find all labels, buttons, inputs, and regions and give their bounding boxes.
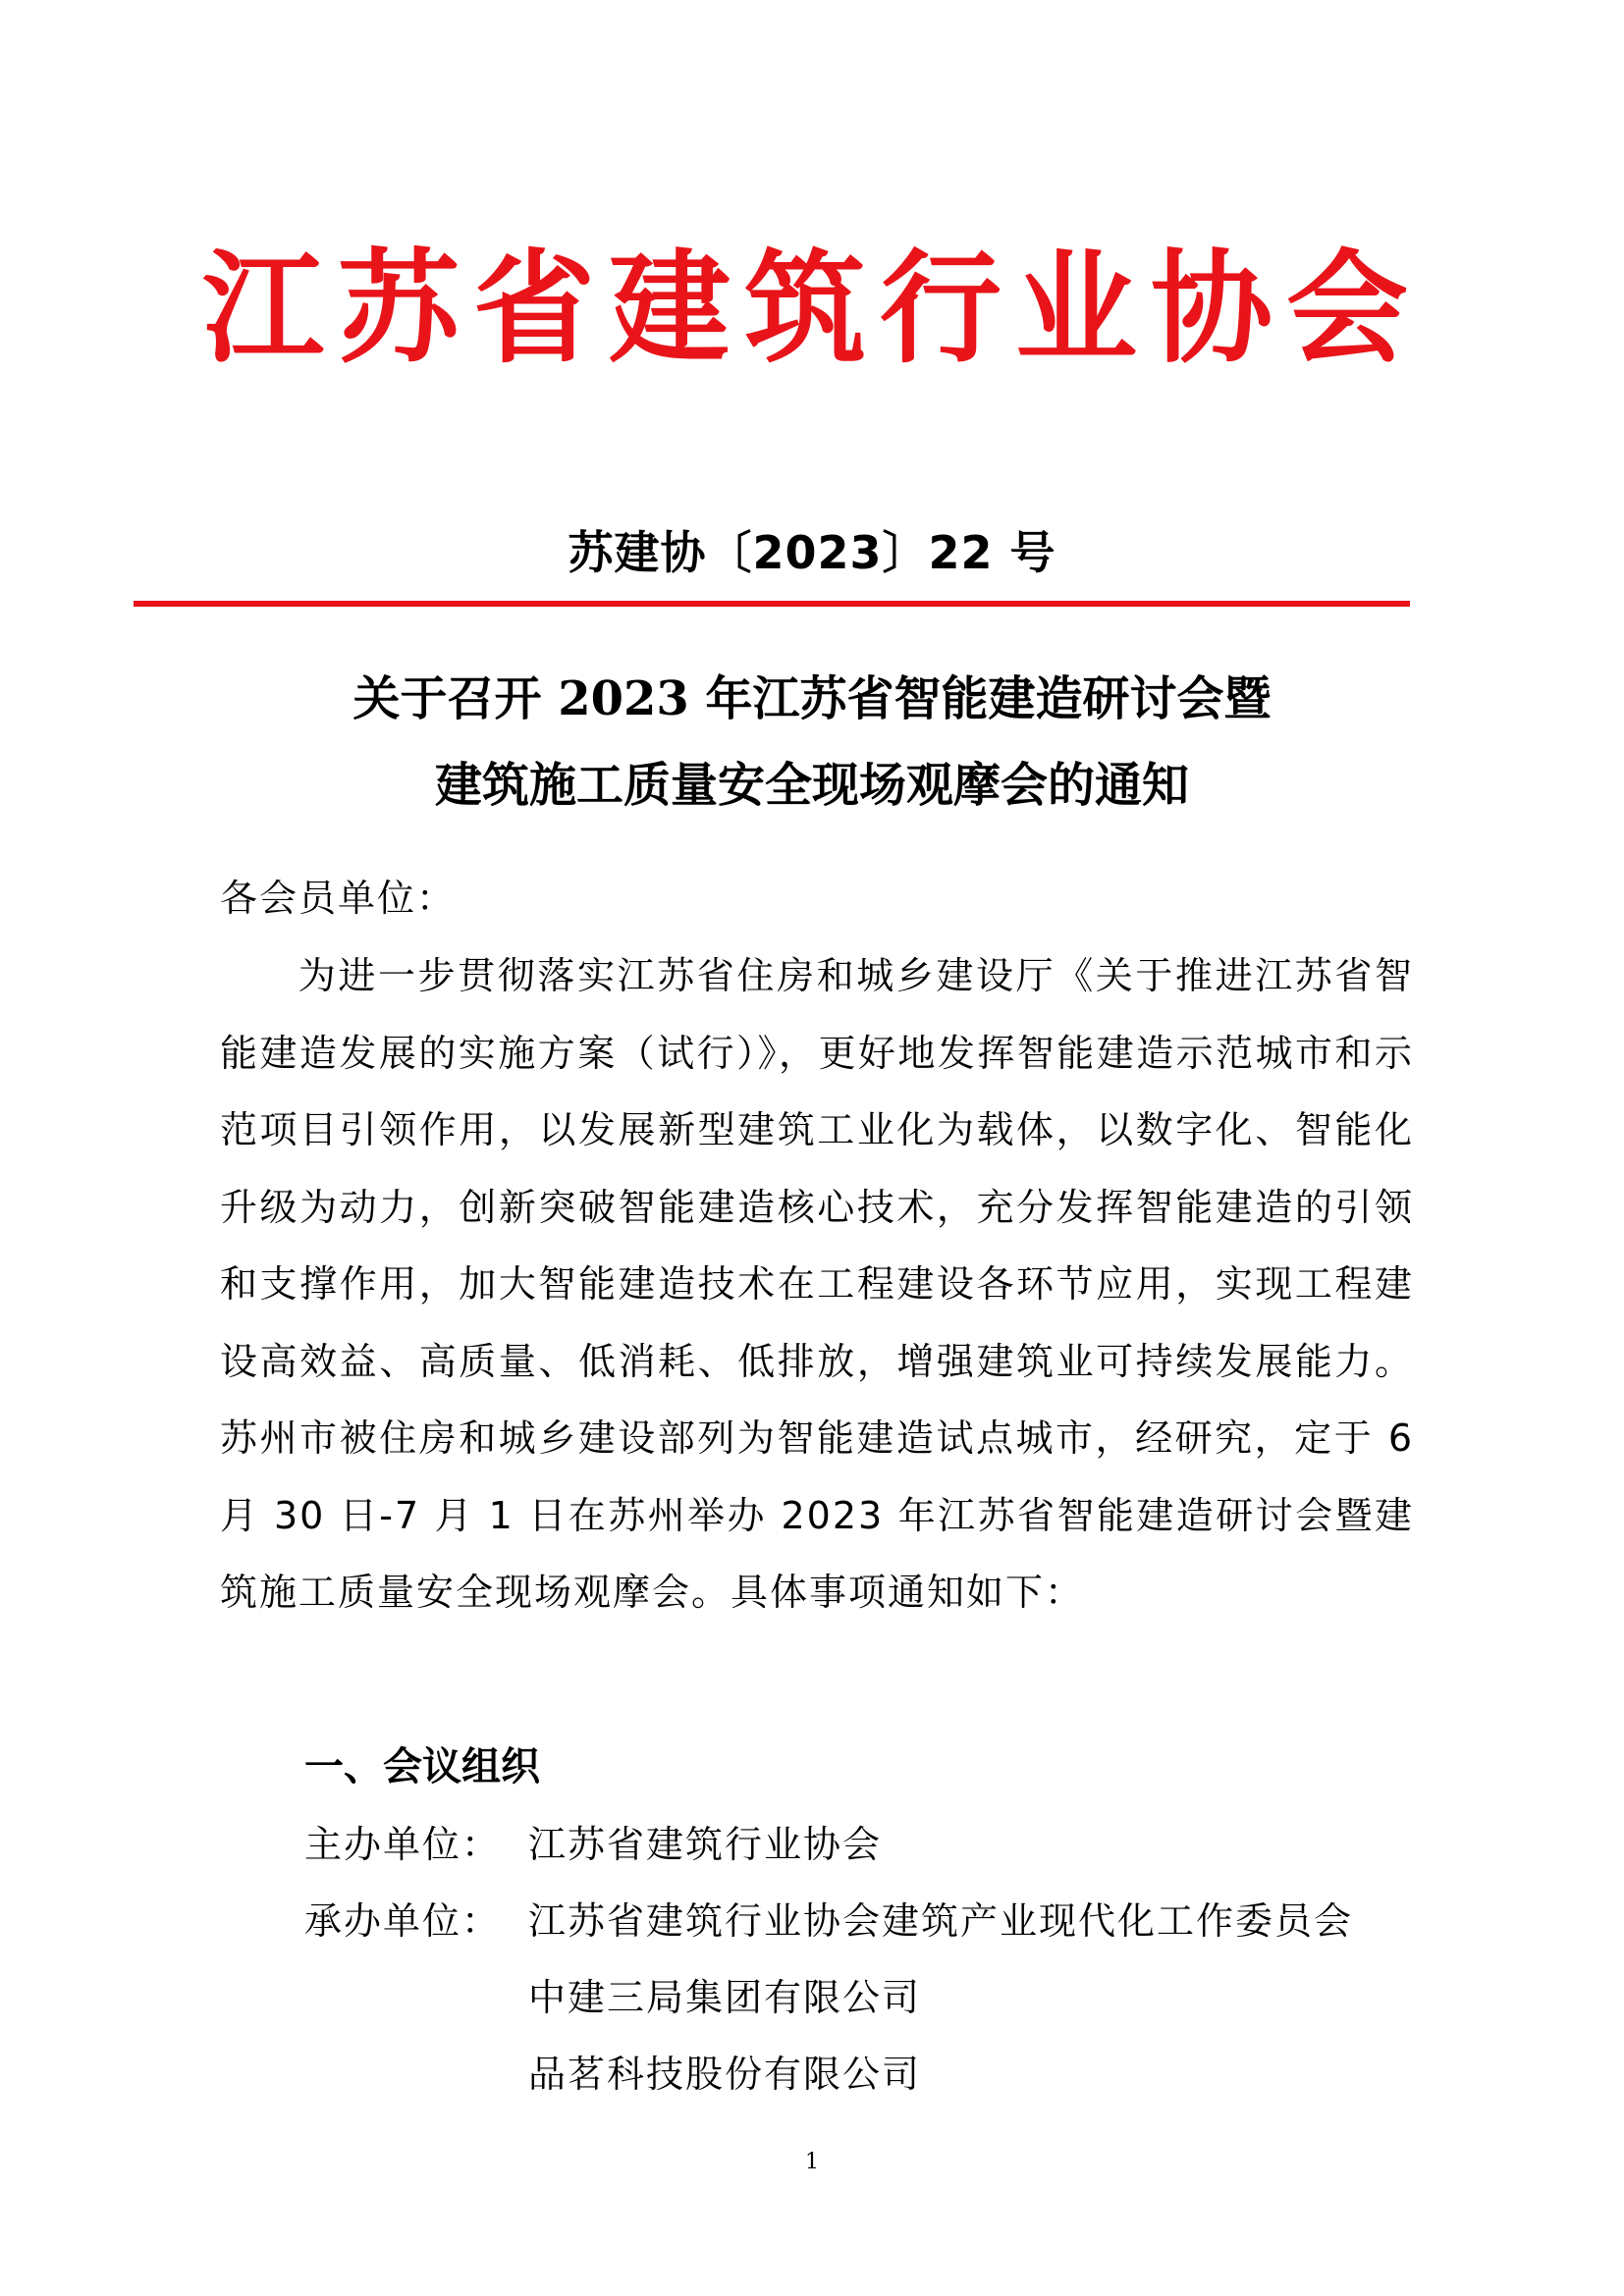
red-divider-line [134,601,1410,607]
organization-header: 江苏省建筑行业协会 [201,238,1422,380]
document-number: 苏建协〔2023〕22 号 [568,526,1056,579]
host-label: 主办单位： [304,1823,502,1866]
notice-title-line-2: 建筑施工质量安全现场观摩会的通知 [434,758,1189,813]
body-paragraph: 为进一步贯彻落实江苏省住房和城乡建设厅《关于推进江苏省智能建造发展的实施方案（试行）》，更好地发挥智能建造示范城市和示范项目引领作用，以发展新型建筑工业化为载体，以数字化、智能化升级为动力，创新突破智能建造核心技术，充分发挥智能建造的引领和支撑作用，加大智能建造技术在工程建设各环节应用，实现工程建设高效益、高质量、低消耗、低排放，增强建筑业可持续发展能力。苏州市被住房和城乡建设部列为智能建造试点城市，经研究，定于 6 月 30 日-7 月 1 日在苏州举办 2023 年江苏省智能建造研讨会暨建筑施工质量安全现场观摩会。具体事项通知如下： [220,954,1414,1614]
section-heading-meeting-organization: 一、会议组织 [304,1744,540,1789]
salutation: 各会员单位： [220,877,457,920]
notice-title-line-1: 关于召开 2023 年江苏省智能建造研讨会暨 [352,671,1272,726]
page-number: 1 [805,2150,819,2174]
organizer-item: 江苏省建筑行业协会建筑产业现代化工作委员会 [528,1899,1354,1943]
organizer-label: 承办单位： [304,1899,502,1943]
host-organization: 江苏省建筑行业协会 [528,1823,883,1866]
organizer-item: 品茗科技股份有限公司 [528,2053,922,2096]
organizer-item: 中建三局集团有限公司 [528,1976,922,2019]
